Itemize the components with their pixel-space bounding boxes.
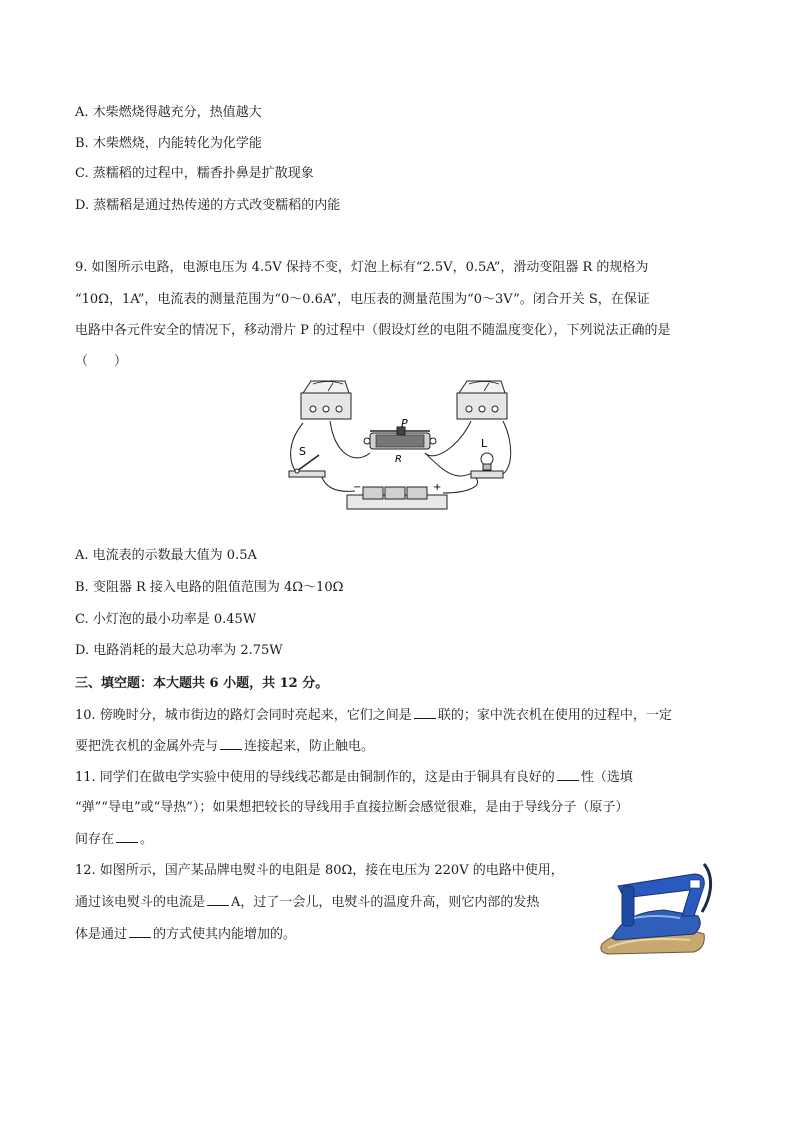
q12-text-3b: 的方式使其内能增加的。 xyxy=(153,927,297,942)
rheostat-label-r: R xyxy=(395,454,402,465)
circuit-diagram xyxy=(275,375,525,525)
q9-stem-line2: “10Ω，1A”，电流表的测量范围为“0～0.6A”，电压表的测量范围为“0～3V”。闭合开关 S，在保证 xyxy=(75,292,650,307)
q11-text-1b: 性（选填 xyxy=(580,770,633,785)
q12-line1: 12. 如图所示，国产某品牌电熨斗的电阻是 80Ω，接在电压为 220V 的电路中使用， xyxy=(75,863,564,878)
q10-text-2b: 连接起来，防止触电。 xyxy=(244,739,375,754)
battery-plus-label: + xyxy=(433,482,442,493)
q11-text-1a: 11. 同学们在做电学实验中使用的导线线芯都是由铜制作的，这是由于铜具有良好的 xyxy=(75,770,555,785)
slider-label-p: P xyxy=(401,417,408,430)
answer-blank xyxy=(129,925,151,938)
q8-option-b: B. 木柴燃烧，内能转化为化学能 xyxy=(75,136,262,151)
lamp-icon xyxy=(471,453,503,478)
q9-option-b: B. 变阻器 R 接入电路的阻值范围为 4Ω～10Ω xyxy=(75,580,344,595)
q8-option-a: A. 木柴燃烧得越充分，热值越大 xyxy=(75,105,262,120)
q11-text-3a: 间存在 xyxy=(75,832,115,847)
q10-text-2a: 要把洗衣机的金属外壳与 xyxy=(75,739,219,754)
q10-line1 xyxy=(75,706,672,725)
q9-stem-line3: 电路中各元件安全的情况下，移动滑片 P 的过程中（假设灯丝的电阻不随温度变化），下列说法正确的是 xyxy=(75,323,671,338)
switch-icon xyxy=(289,455,325,477)
answer-blank xyxy=(414,706,436,719)
battery-minus-label: − xyxy=(353,482,362,493)
q9-option-d: D. 电路消耗的最大总功率为 2.75W xyxy=(75,643,283,658)
q10-text-1a: 10. 傍晚时分，城市街边的路灯会同时亮起来，它们之间是 xyxy=(75,708,412,723)
q12-text-2b: A，过了一会儿，电熨斗的温度升高，则它内部的发热 xyxy=(231,895,540,910)
q12-line3 xyxy=(75,925,296,944)
answer-blank xyxy=(557,768,579,781)
lamp-label-l: L xyxy=(481,437,488,450)
q8-option-d: D. 蒸糯稻是通过热传递的方式改变糯稻的内能 xyxy=(75,198,341,213)
answer-blank xyxy=(220,737,242,750)
battery-icon xyxy=(347,487,447,509)
rheostat-icon xyxy=(364,427,436,449)
q9-option-a: A. 电流表的示数最大值为 0.5A xyxy=(75,548,257,563)
ammeter-icon xyxy=(301,381,351,419)
q9-stem-line1: 9. 如图所示电路，电源电压为 4.5V 保持不变，灯泡上标有“2.5V，0.5A”，滑动变阻器 R 的规格为 xyxy=(75,260,649,275)
q11-line3 xyxy=(75,830,153,849)
q11-text-3b: 。 xyxy=(140,832,154,847)
q12-text-2a: 通过该电熨斗的电流是 xyxy=(75,895,206,910)
q10-line2 xyxy=(75,737,374,756)
q12-line2 xyxy=(75,893,539,912)
q11-line2: “弹”“导电”或“导热”）；如果想把较长的导线用手直接拉断会感觉很难，是由于导线分子（原子） xyxy=(75,800,629,815)
electric-iron-image xyxy=(594,856,722,964)
q10-text-1b: 联的；家中洗衣机在使用的过程中，一定 xyxy=(437,708,672,723)
q9-option-c: C. 小灯泡的最小功率是 0.45W xyxy=(75,612,257,627)
voltmeter-icon xyxy=(457,381,507,419)
switch-label-s: S xyxy=(299,445,306,458)
answer-blank xyxy=(116,830,138,843)
q12-text-3a: 体是通过 xyxy=(75,927,128,942)
answer-blank xyxy=(207,893,229,906)
section-heading: 三、填空题：本大题共 6 小题，共 12 分。 xyxy=(75,676,329,691)
q11-line1 xyxy=(75,768,633,787)
q8-option-c: C. 蒸糯稻的过程中，糯香扑鼻是扩散现象 xyxy=(75,166,314,181)
q9-stem-line4: （ ） xyxy=(75,354,128,369)
